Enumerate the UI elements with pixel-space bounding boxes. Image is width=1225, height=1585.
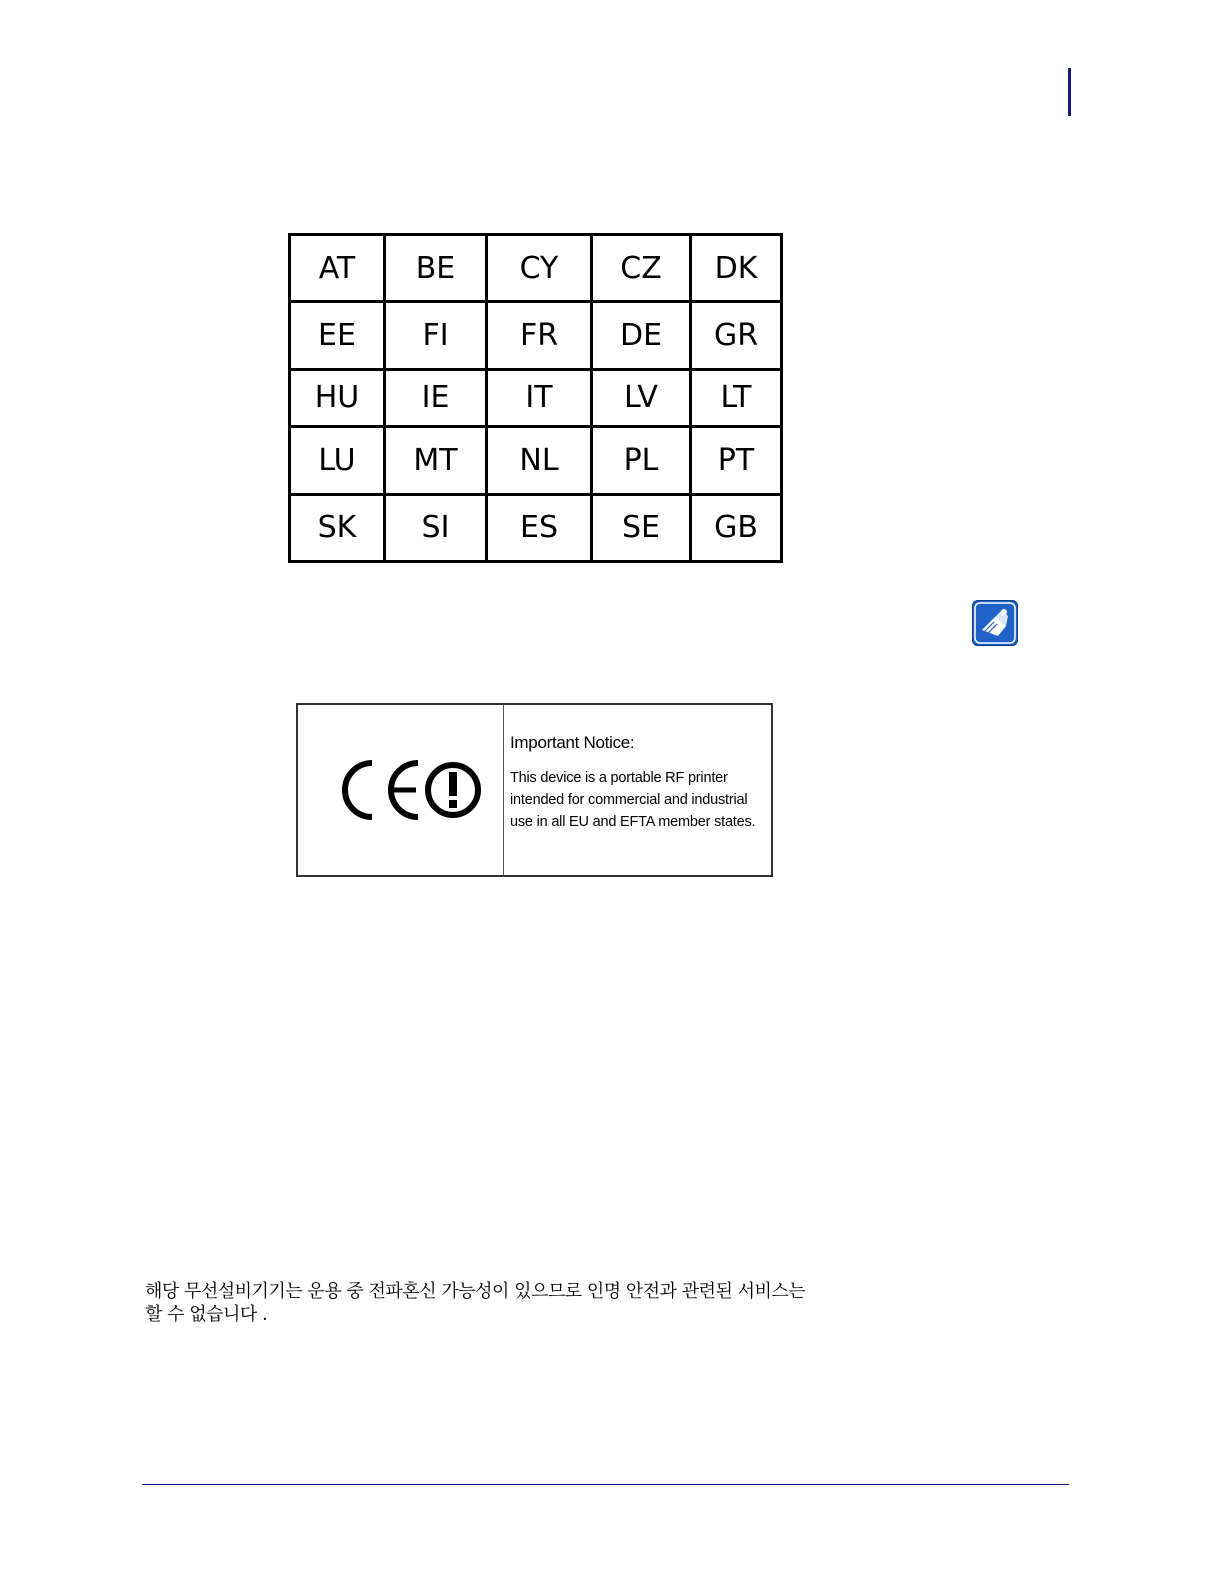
- country-cell: DK: [691, 235, 782, 302]
- country-cell: IT: [487, 369, 592, 426]
- country-cell: PT: [691, 427, 782, 494]
- country-cell: AT: [290, 235, 385, 302]
- footer-rule: [142, 1484, 1069, 1485]
- note-icon-graphic: [972, 600, 1018, 646]
- korean-notice-line-1: 해당 무선설비기기는 운용 중 전파혼신 가능성이 있으므로 인명 안전과 관련된 서비스는: [145, 1281, 806, 1302]
- country-cell: LV: [592, 369, 691, 426]
- country-cell: CZ: [592, 235, 691, 302]
- country-cell: HU: [290, 369, 385, 426]
- important-notice-box: [296, 703, 773, 877]
- country-cell: DE: [592, 302, 691, 369]
- country-cell: NL: [487, 427, 592, 494]
- country-cell: PL: [592, 427, 691, 494]
- country-cell: GR: [691, 302, 782, 369]
- country-cell: MT: [385, 427, 487, 494]
- notice-divider: [503, 705, 504, 875]
- country-cell: GB: [691, 494, 782, 561]
- country-cell: CY: [487, 235, 592, 302]
- country-cell: LT: [691, 369, 782, 426]
- country-cell: BE: [385, 235, 487, 302]
- notice-body: This device is a portable RF printer intended for commercial and industrial use in all EU and EFTA member states.: [510, 770, 756, 830]
- table-row: [290, 235, 782, 302]
- country-cell: FI: [385, 302, 487, 369]
- notice-heading: Important Notice:: [510, 733, 635, 752]
- country-cell: SK: [290, 494, 385, 561]
- country-cell: IE: [385, 369, 487, 426]
- country-cell: ES: [487, 494, 592, 561]
- korean-notice: [145, 1280, 925, 1326]
- note-icon: [972, 600, 1018, 646]
- table-row: [290, 369, 782, 426]
- country-code-table: [288, 233, 783, 563]
- table-row: [290, 494, 782, 561]
- table-row: [290, 302, 782, 369]
- country-cell: EE: [290, 302, 385, 369]
- country-cell: SI: [385, 494, 487, 561]
- korean-notice-line-2: 할 수 없습니다 .: [145, 1304, 268, 1325]
- country-cell: LU: [290, 427, 385, 494]
- table-row: [290, 427, 782, 494]
- country-cell: SE: [592, 494, 691, 561]
- country-cell: FR: [487, 302, 592, 369]
- chapter-tab-marker: [1068, 68, 1071, 116]
- ce-alert-mark-icon: [338, 755, 488, 825]
